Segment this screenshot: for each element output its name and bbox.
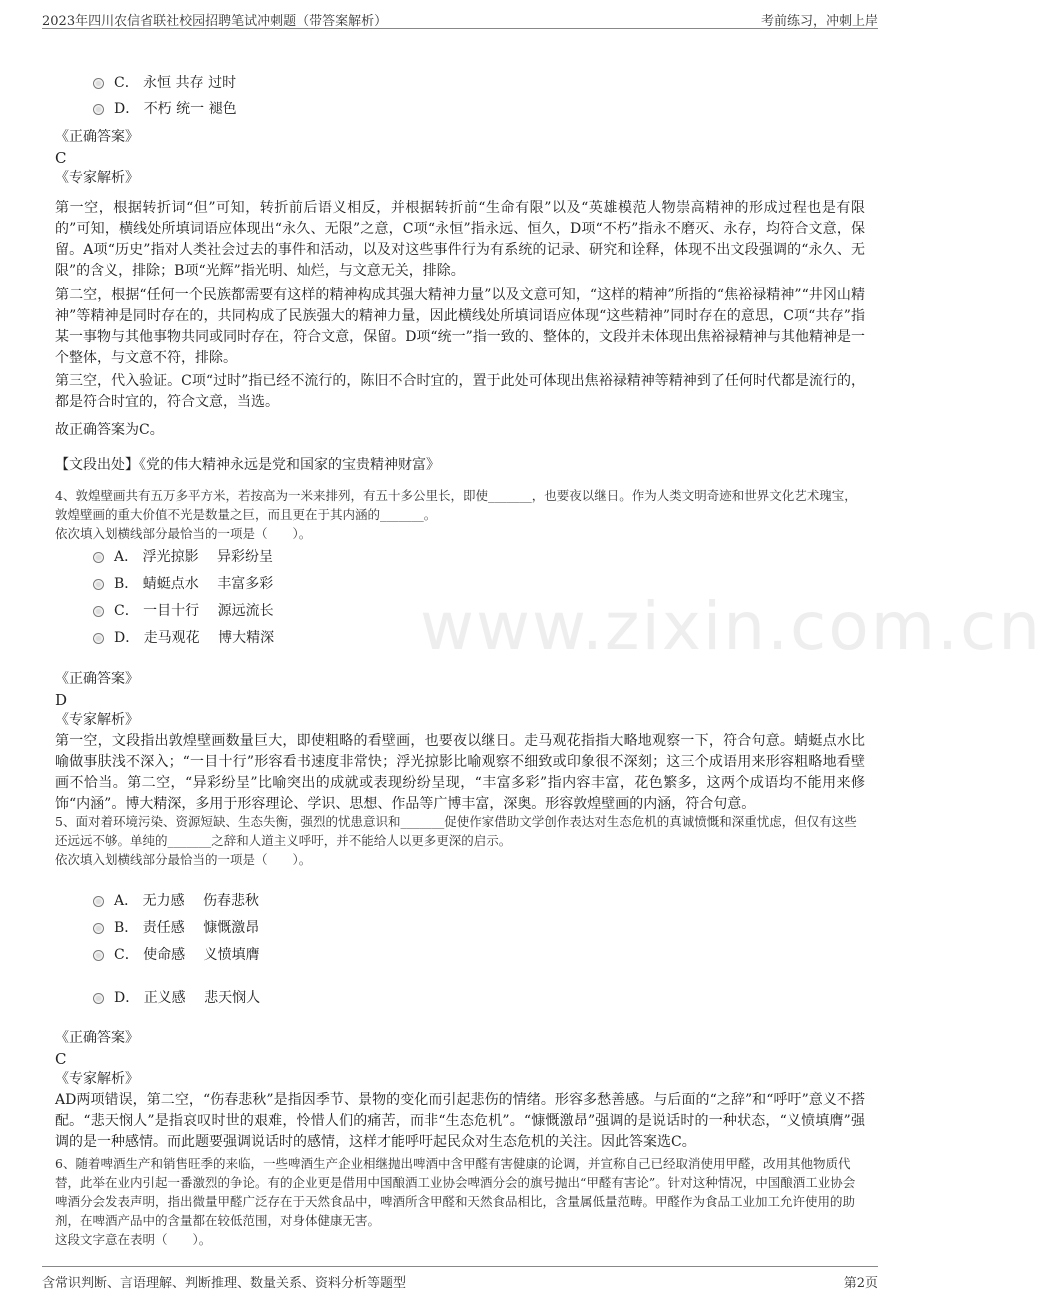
page-footer — [42, 1266, 878, 1293]
q5-stem: 5、面对着环境污染、资源短缺、生态失衡，强烈的忧患意识和_______促使作家借助文学创作表达对生态危机的真诚愤慨和深重忧虑，但仅有这些还远远不够。单纯的_______之辞和人道主义呼吁，并不能给人以更多更深的启示。 依次填入划横线部分最恰当的一项是（ ）。 — [55, 812, 865, 869]
q4-option-a[interactable]: A． 浮光掠影 异彩纷呈 — [93, 547, 273, 567]
q3-analysis-p1: 第一空，根据转折词“但”可知，转折前后语义相反，并根据转折前“生命有限”以及“英雄模范人物崇高精神的形成过程也是有限的”可知，横线处所填词语应体现出“永久、无限”之意，C项“永恒”指永远、恒久，D项“不朽”指永不磨灭、永存，均符合文意，保留。A项“历史”指对人类社会过去的事件和活动，以及对这些事件行为有系统的记录、研究和诠释，体现不出文段强调的“永久、无限”的含义，排除；B项“光辉”指光明、灿烂，与文意无关，排除。 — [55, 200, 865, 279]
radio-icon[interactable] — [93, 993, 104, 1004]
option-d[interactable]: D． 不朽 统一 褪色 — [93, 99, 237, 119]
q5-option-b[interactable]: B． 责任感 慷慨激昂 — [93, 918, 259, 938]
answer-value: C — [55, 149, 67, 167]
q6-prompt: 这段文字意在表明（ ）。 — [55, 1232, 212, 1247]
q4-option-c[interactable]: C． 一目十行 源远流长 — [93, 601, 274, 621]
q3-analysis-p2: 第二空，根据“任何一个民族都需要有这样的精神构成其强大精神力量”以及文意可知，“这样的精神”所指的“焦裕禄精神”“井冈山精神”等精神是同时存在的，共同构成了民族强大的精神力量，因此横线处所填词语应体现“这些精神”同时存在的意思，C项“共存”指某一事物与其他事物共同或同时存在，符合文意，保留。D项“统一”指一致的、整体的，文段并未体现出焦裕禄精神与其他精神是一个整体，与文意不符，排除。 — [55, 287, 865, 366]
radio-icon[interactable] — [93, 104, 104, 115]
answer-label: 《正确答案》 — [55, 671, 139, 687]
q4-option-d[interactable]: D． 走马观花 博大精深 — [93, 628, 274, 648]
q5-option-a[interactable]: A． 无力感 伤春悲秋 — [93, 891, 259, 911]
radio-icon[interactable] — [93, 579, 104, 590]
answer-label: 《正确答案》 — [55, 129, 139, 145]
answer-value: D — [55, 691, 68, 709]
radio-icon[interactable] — [93, 606, 104, 617]
analysis-label: 《专家解析》 — [55, 712, 139, 728]
radio-icon[interactable] — [93, 950, 104, 961]
analysis-label: 《专家解析》 — [55, 170, 139, 186]
analysis-label: 《专家解析》 — [55, 1071, 139, 1087]
q4-option-b[interactable]: B． 蜻蜓点水 丰富多彩 — [93, 574, 273, 594]
q3-analysis-p3: 第三空，代入验证。C项“过时”指已经不流行的，陈旧不合时宜的，置于此处可体现出焦裕禄精神等精神到了任何时代都是流行的，都是符合时宜的，符合文意，当选。 — [55, 373, 865, 410]
q4-answer-block — [55, 669, 865, 815]
radio-icon[interactable] — [93, 552, 104, 563]
watermark: www.zixin.com.cn — [420, 588, 1042, 665]
option-c[interactable]: C． 永恒 共存 过时 — [93, 73, 236, 93]
q6-stem: 6、随着啤酒生产和销售旺季的来临，一些啤酒生产企业相继抛出啤酒中含甲醛有害健康的论调，并宣称自己已经取消使用甲醛，改用其他物质代替，此举在业内引起一番激烈的争论。有的企业更是借用中国酿酒工业协会啤酒分会的旗号抛出“甲醛有害论”。针对这种情况，中国酿酒工业协会啤酒分会发表声明，指出微量甲醛广泛存在于天然食品中，啤酒所含甲醛和天然食品相比，含量属低量范畴。甲醛作为食品工业加工允许使用的助剂，在啤酒产品中的含量都在较低范围，对身体健康无害。 这段文字意在表明（ ）。 — [55, 1154, 865, 1249]
q5-prompt: 依次填入划横线部分最恰当的一项是（ ）。 — [55, 852, 312, 867]
q4-prompt: 依次填入划横线部分最恰当的一项是（ ）。 — [55, 526, 312, 541]
header-tagline: 考前练习，冲刺上岸 — [760, 14, 878, 29]
radio-icon[interactable] — [93, 633, 104, 644]
radio-icon[interactable] — [93, 78, 104, 89]
answer-value: C — [55, 1050, 67, 1068]
q5-option-c[interactable]: C． 使命感 义愤填膺 — [93, 945, 260, 965]
q5-option-d[interactable]: D． 正义感 悲天悯人 — [93, 988, 260, 1008]
footer-categories: 含常识判断、言语理解、判断推理、数量关系、资料分析等题型 — [42, 1276, 407, 1291]
answer-label: 《正确答案》 — [55, 1030, 139, 1046]
radio-icon[interactable] — [93, 896, 104, 907]
q3-conclusion: 故正确答案为C。 — [55, 422, 164, 438]
q3-answer-block — [55, 127, 865, 189]
q5-answer-block — [55, 1028, 865, 1153]
page-header — [42, 6, 878, 29]
q4-stem: 4、敦煌壁画共有五万多平方米，若按高为一米来排列，有五十多公里长，即使_______，也要夜以继日。作为人类文明奇迹和世界文化艺术瑰宝，敦煌壁画的重大价值不光是数量之巨，而且更在于其内涵的_______。 依次填入划横线部分最恰当的一项是（ ）。 — [55, 486, 865, 543]
document-title: 2023年四川农信省联社校园招聘笔试冲刺题（带答案解析） — [42, 14, 388, 29]
q4-analysis: 第一空，文段指出敦煌壁画数量巨大，即使粗略的看壁画，也要夜以继日。走马观花指指大略地观察一下，符合句意。蜻蜓点水比喻做事肤浅不深入；“一目十行”形容看书速度非常快；浮光掠影比喻观察不细致或印象很不深刻；这三个成语用来形容粗略地看壁画不恰当。第二空，“异彩纷呈”比喻突出的成就或表现纷纷呈现，“丰富多彩”指内容丰富，花色繁多，这两个成语均不能用来修饰“内涵”。博大精深，多用于形容理论、学识、思想、作品等广博丰富，深奥。形容敦煌壁画的内涵，符合句意。 — [55, 733, 865, 812]
radio-icon[interactable] — [93, 923, 104, 934]
q3-source: 【文段出处】《党的伟大精神永远是党和国家的宝贵精神财富》 — [55, 457, 440, 473]
q5-analysis: AD两项错误，第二空，“伤春悲秋”是指因季节、景物的变化而引起悲伤的情绪。形容多愁善感。与后面的“之辞”和“呼吁”意义不搭配。“悲天悯人”是指哀叹时世的艰难，怜惜人们的痛苦，而非“生态危机”。“慷慨激昂”强调的是说话时的一种状态，“义愤填膺”强调的是一种感情。而此题要强调说话时的感情，这样才能呼吁起民众对生态危机的关注。因此答案选C。 — [55, 1092, 865, 1150]
page-number: 第2页 — [843, 1276, 878, 1291]
